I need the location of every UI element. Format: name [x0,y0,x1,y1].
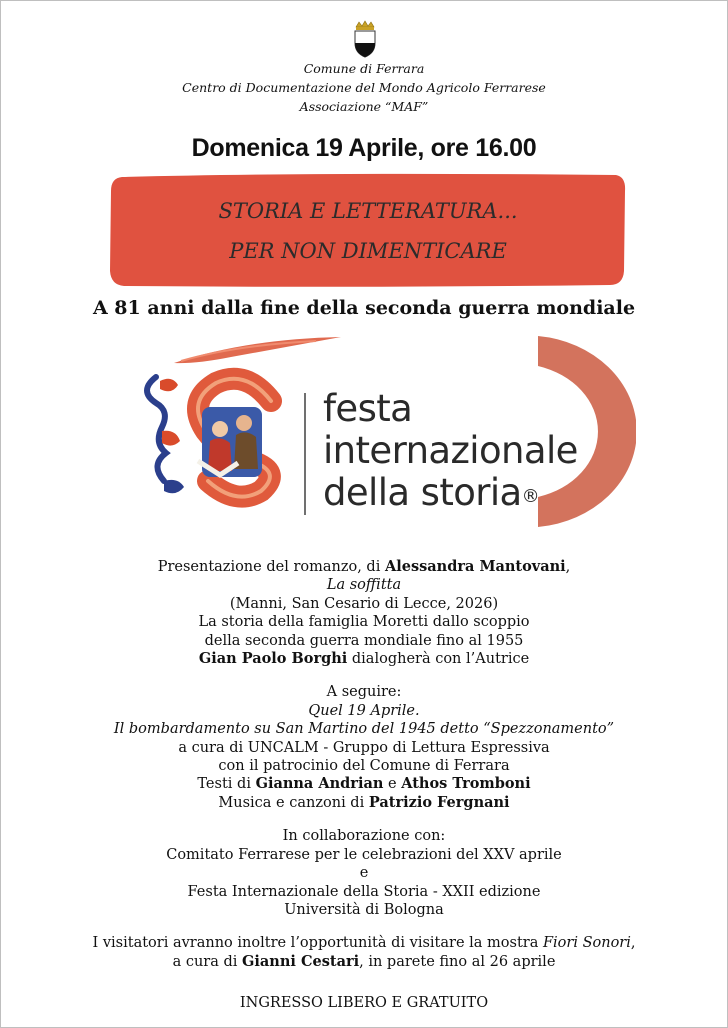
collab-heading: In collaborazione con: [282,828,446,845]
banner-line: STORIA E LETTERATURA... [218,199,518,223]
texts-credit [1,775,727,793]
texts-author: Athos Tromboni [401,775,531,793]
book-title [1,576,727,594]
event-subtitle: A 81 anni dalla fine della seconda guerra mondiale [92,297,636,319]
book-description: della seconda guerra mondiale fino al 1955 [204,632,524,649]
organizer-line: Centro di Documentazione del Mondo Agricolo Ferrarese [182,80,546,95]
registered-mark: ® [521,486,540,507]
texts-prefix: Testi di [197,776,256,793]
moderator-name: Gian Paolo Borghi [198,650,348,668]
event-date: Domenica 19 Aprile, ore 16.00 [191,134,537,162]
book-description: La storia della famiglia Moretti dallo scoppio [198,614,530,631]
collab-line: Università di Bologna [284,901,444,918]
book-title-text: La soffitta [326,577,402,594]
music-prefix: Musica e canzoni di [218,794,369,811]
moderator-line [1,650,727,668]
exhibit-line [1,934,727,952]
exhibit-comma: , [630,935,636,952]
curator-suffix: , in parete fino al 26 aprile [359,953,556,970]
organizer-line: Comune di Ferrara [303,61,425,76]
publisher: (Manni, San Cesario di Lecce, 2026) [229,595,499,612]
exhibit-prefix: I visitatori avranno inoltre l’opportunità di visitare la mostra [92,935,543,952]
texts-and: e [383,776,402,793]
exhibit-title: Fiori Sonori [542,935,631,952]
author-name: Alessandra Mantovani [384,558,566,575]
ferrara-coat-of-arms-icon [350,19,380,59]
exhibit-curator-line [1,953,727,971]
moderator-text: dialogherà con l’Autrice [347,651,530,668]
music-credit [1,794,727,812]
logo-line-text: della storia [323,471,522,514]
intro-text: Presentazione del romanzo, di [157,559,385,575]
banner-line: PER NON DIMENTICARE [229,239,507,263]
following-title-text: Quel 19 Aprile. [308,702,420,719]
collab-line: Comitato Ferrarese per le celebrazioni del XXV aprile [166,846,562,863]
curator-prefix: a cura di [172,953,243,970]
collab-line: Festa Internazionale della Storia - XXII edizione [187,883,541,900]
following-heading: A seguire: [326,684,402,701]
logo-line: internazionale [323,429,578,472]
banner-text [108,191,628,271]
following-patronage: con il patrocinio del Comune di Ferrara [218,758,510,775]
presentation-intro [1,558,727,576]
logo-line [323,472,578,514]
organizers [1,59,727,116]
following-subtitle [1,720,727,738]
logo-wordmark [323,388,578,514]
free-entry: INGRESSO LIBERO E GRATUITO [239,995,489,1011]
event-details [1,558,727,971]
following-title [1,702,727,720]
organizer-line: Associazione “MAF” [299,99,429,114]
intro-comma: , [565,559,571,575]
curator-name: Gianni Cestari [242,952,360,970]
music-author: Patrizio Fergnani [368,793,510,811]
logo-line: festa [323,387,413,430]
texts-author: Gianna Andrian [255,775,384,793]
following-curated: a cura di UNCALM - Gruppo di Lettura Espressiva [178,739,550,756]
following-subtitle-text: Il bombardamento su San Martino del 1945 detto “Spezzonamento” [113,721,615,738]
collab-and: e [359,865,369,882]
